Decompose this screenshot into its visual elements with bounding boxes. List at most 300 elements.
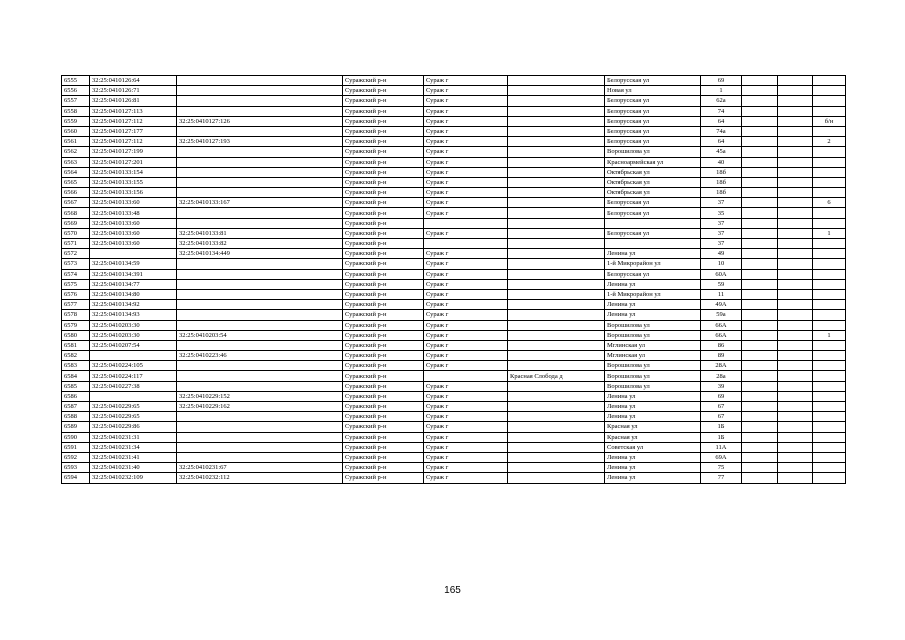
- table-row: [62, 228, 846, 238]
- street-cell: Белорусская ул: [605, 96, 701, 106]
- house-number-cell: 74: [701, 106, 742, 116]
- district-cell: Суражский р-н: [343, 198, 424, 208]
- house-number-cell: 11А: [701, 442, 742, 452]
- row-number-cell: 6560: [62, 126, 90, 136]
- row-number-cell: 6577: [62, 300, 90, 310]
- locality-cell: [508, 137, 605, 147]
- settlement-cell: Сураж г: [424, 249, 508, 259]
- building-cell: [742, 330, 778, 340]
- house-number-cell: 49: [701, 249, 742, 259]
- settlement-cell: Сураж г: [424, 391, 508, 401]
- locality-cell: [508, 402, 605, 412]
- locality-cell: [508, 351, 605, 361]
- structure-cell: [778, 289, 813, 299]
- row-number-cell: 6557: [62, 96, 90, 106]
- house-number-cell: 28А: [701, 361, 742, 371]
- structure-cell: [778, 279, 813, 289]
- cadastral-number-cell: [90, 351, 177, 361]
- table-row: [62, 463, 846, 473]
- settlement-cell: Сураж г: [424, 208, 508, 218]
- row-number-cell: 6572: [62, 249, 90, 259]
- structure-cell: [778, 188, 813, 198]
- related-cadastral-number-cell: [177, 422, 343, 432]
- row-number-cell: 6555: [62, 76, 90, 86]
- street-cell: Ленина ул: [605, 310, 701, 320]
- apartment-cell: [813, 279, 846, 289]
- street-cell: Октябрьская ул: [605, 167, 701, 177]
- settlement-cell: [424, 239, 508, 249]
- cadastral-number-cell: 32:25:0410231:31: [90, 432, 177, 442]
- locality-cell: Красная Слобода д: [508, 371, 605, 381]
- locality-cell: [508, 340, 605, 350]
- locality-cell: [508, 391, 605, 401]
- building-cell: [742, 198, 778, 208]
- apartment-cell: [813, 96, 846, 106]
- apartment-cell: [813, 381, 846, 391]
- settlement-cell: Сураж г: [424, 340, 508, 350]
- street-cell: Ворошилова ул: [605, 381, 701, 391]
- structure-cell: [778, 198, 813, 208]
- apartment-cell: [813, 432, 846, 442]
- street-cell: Ленина ул: [605, 249, 701, 259]
- structure-cell: [778, 371, 813, 381]
- structure-cell: [778, 381, 813, 391]
- street-cell: Белорусская ул: [605, 126, 701, 136]
- structure-cell: [778, 402, 813, 412]
- property-registry-table: [61, 75, 846, 484]
- related-cadastral-number-cell: [177, 218, 343, 228]
- settlement-cell: Сураж г: [424, 116, 508, 126]
- locality-cell: [508, 147, 605, 157]
- street-cell: Ворошилова ул: [605, 330, 701, 340]
- house-number-cell: 18б: [701, 188, 742, 198]
- structure-cell: [778, 442, 813, 452]
- street-cell: Ленина ул: [605, 391, 701, 401]
- street-cell: Белорусская ул: [605, 106, 701, 116]
- district-cell: Суражский р-н: [343, 76, 424, 86]
- house-number-cell: 18б: [701, 167, 742, 177]
- building-cell: [742, 442, 778, 452]
- row-number-cell: 6587: [62, 402, 90, 412]
- settlement-cell: Сураж г: [424, 351, 508, 361]
- district-cell: Суражский р-н: [343, 86, 424, 96]
- structure-cell: [778, 361, 813, 371]
- cadastral-number-cell: 32:25:0410127:112: [90, 116, 177, 126]
- settlement-cell: Сураж г: [424, 310, 508, 320]
- structure-cell: [778, 147, 813, 157]
- related-cadastral-number-cell: 32:25:0410133:167: [177, 198, 343, 208]
- house-number-cell: 75: [701, 463, 742, 473]
- row-number-cell: 6578: [62, 310, 90, 320]
- district-cell: Суражский р-н: [343, 391, 424, 401]
- structure-cell: [778, 473, 813, 483]
- related-cadastral-number-cell: 32:25:0410223:46: [177, 351, 343, 361]
- cadastral-number-cell: 32:25:0410134:93: [90, 310, 177, 320]
- locality-cell: [508, 452, 605, 462]
- locality-cell: [508, 198, 605, 208]
- building-cell: [742, 310, 778, 320]
- related-cadastral-number-cell: [177, 432, 343, 442]
- apartment-cell: [813, 452, 846, 462]
- apartment-cell: [813, 463, 846, 473]
- district-cell: Суражский р-н: [343, 96, 424, 106]
- table-row: [62, 330, 846, 340]
- house-number-cell: 66А: [701, 320, 742, 330]
- building-cell: [742, 137, 778, 147]
- apartment-cell: [813, 167, 846, 177]
- building-cell: [742, 249, 778, 259]
- apartment-cell: [813, 300, 846, 310]
- street-cell: Ворошилова ул: [605, 371, 701, 381]
- related-cadastral-number-cell: [177, 269, 343, 279]
- related-cadastral-number-cell: [177, 96, 343, 106]
- table-row: [62, 422, 846, 432]
- related-cadastral-number-cell: [177, 340, 343, 350]
- table-row: [62, 381, 846, 391]
- apartment-cell: [813, 361, 846, 371]
- cadastral-number-cell: 32:25:0410127:201: [90, 157, 177, 167]
- structure-cell: [778, 239, 813, 249]
- apartment-cell: [813, 422, 846, 432]
- table-row: [62, 157, 846, 167]
- row-number-cell: 6582: [62, 351, 90, 361]
- district-cell: Суражский р-н: [343, 330, 424, 340]
- row-number-cell: 6571: [62, 239, 90, 249]
- apartment-cell: [813, 320, 846, 330]
- table-row: [62, 126, 846, 136]
- table-row: [62, 300, 846, 310]
- district-cell: Суражский р-н: [343, 249, 424, 259]
- district-cell: Суражский р-н: [343, 126, 424, 136]
- locality-cell: [508, 239, 605, 249]
- street-cell: 1-й Микрорайон ул: [605, 289, 701, 299]
- apartment-cell: [813, 177, 846, 187]
- building-cell: [742, 228, 778, 238]
- street-cell: Белорусская ул: [605, 76, 701, 86]
- apartment-cell: [813, 126, 846, 136]
- house-number-cell: 49А: [701, 300, 742, 310]
- related-cadastral-number-cell: [177, 452, 343, 462]
- settlement-cell: Сураж г: [424, 289, 508, 299]
- building-cell: [742, 300, 778, 310]
- structure-cell: [778, 330, 813, 340]
- locality-cell: [508, 106, 605, 116]
- street-cell: Белорусская ул: [605, 116, 701, 126]
- house-number-cell: 59а: [701, 310, 742, 320]
- apartment-cell: [813, 249, 846, 259]
- building-cell: [742, 76, 778, 86]
- structure-cell: [778, 422, 813, 432]
- row-number-cell: 6585: [62, 381, 90, 391]
- cadastral-number-cell: 32:25:0410126:64: [90, 76, 177, 86]
- structure-cell: [778, 126, 813, 136]
- cadastral-number-cell: 32:25:0410134:77: [90, 279, 177, 289]
- district-cell: Суражский р-н: [343, 157, 424, 167]
- table-row: [62, 473, 846, 483]
- district-cell: Суражский р-н: [343, 463, 424, 473]
- apartment-cell: [813, 412, 846, 422]
- district-cell: Суражский р-н: [343, 289, 424, 299]
- house-number-cell: 59: [701, 279, 742, 289]
- building-cell: [742, 340, 778, 350]
- cadastral-number-cell: 32:25:0410133:155: [90, 177, 177, 187]
- cadastral-number-cell: 32:25:0410224:117: [90, 371, 177, 381]
- table-row: [62, 239, 846, 249]
- table-row: [62, 96, 846, 106]
- related-cadastral-number-cell: 32:25:0410134:449: [177, 249, 343, 259]
- table-row: [62, 177, 846, 187]
- table-body: [62, 76, 846, 484]
- building-cell: [742, 218, 778, 228]
- house-number-cell: 66А: [701, 330, 742, 340]
- apartment-cell: [813, 86, 846, 96]
- building-cell: [742, 463, 778, 473]
- district-cell: Суражский р-н: [343, 208, 424, 218]
- district-cell: Суражский р-н: [343, 432, 424, 442]
- related-cadastral-number-cell: [177, 259, 343, 269]
- apartment-cell: [813, 259, 846, 269]
- street-cell: [605, 218, 701, 228]
- related-cadastral-number-cell: [177, 300, 343, 310]
- structure-cell: [778, 269, 813, 279]
- related-cadastral-number-cell: [177, 167, 343, 177]
- cadastral-number-cell: 32:25:0410134:59: [90, 259, 177, 269]
- table-row: [62, 279, 846, 289]
- structure-cell: [778, 340, 813, 350]
- cadastral-number-cell: 32:25:0410133:60: [90, 198, 177, 208]
- table-row: [62, 116, 846, 126]
- cadastral-number-cell: 32:25:0410133:60: [90, 228, 177, 238]
- apartment-cell: 2: [813, 137, 846, 147]
- table-row: [62, 391, 846, 401]
- cadastral-number-cell: 32:25:0410232:109: [90, 473, 177, 483]
- locality-cell: [508, 96, 605, 106]
- locality-cell: [508, 442, 605, 452]
- related-cadastral-number-cell: [177, 279, 343, 289]
- related-cadastral-number-cell: [177, 442, 343, 452]
- district-cell: Суражский р-н: [343, 310, 424, 320]
- building-cell: [742, 422, 778, 432]
- structure-cell: [778, 259, 813, 269]
- row-number-cell: 6591: [62, 442, 90, 452]
- related-cadastral-number-cell: [177, 371, 343, 381]
- building-cell: [742, 188, 778, 198]
- related-cadastral-number-cell: [177, 381, 343, 391]
- structure-cell: [778, 412, 813, 422]
- cadastral-number-cell: 32:25:0410231:34: [90, 442, 177, 452]
- house-number-cell: 37: [701, 218, 742, 228]
- row-number-cell: 6574: [62, 269, 90, 279]
- row-number-cell: 6556: [62, 86, 90, 96]
- street-cell: Ворошилова ул: [605, 147, 701, 157]
- building-cell: [742, 391, 778, 401]
- row-number-cell: 6593: [62, 463, 90, 473]
- table-row: [62, 86, 846, 96]
- district-cell: Суражский р-н: [343, 228, 424, 238]
- settlement-cell: Сураж г: [424, 402, 508, 412]
- locality-cell: [508, 300, 605, 310]
- locality-cell: [508, 116, 605, 126]
- related-cadastral-number-cell: 32:25:0410229:152: [177, 391, 343, 401]
- apartment-cell: [813, 239, 846, 249]
- apartment-cell: [813, 402, 846, 412]
- building-cell: [742, 147, 778, 157]
- district-cell: Суражский р-н: [343, 218, 424, 228]
- related-cadastral-number-cell: 32:25:0410133:82: [177, 239, 343, 249]
- table-row: [62, 259, 846, 269]
- district-cell: Суражский р-н: [343, 116, 424, 126]
- building-cell: [742, 361, 778, 371]
- row-number-cell: 6575: [62, 279, 90, 289]
- house-number-cell: 69: [701, 76, 742, 86]
- table-row: [62, 147, 846, 157]
- house-number-cell: 67: [701, 402, 742, 412]
- structure-cell: [778, 96, 813, 106]
- district-cell: Суражский р-н: [343, 422, 424, 432]
- apartment-cell: [813, 289, 846, 299]
- locality-cell: [508, 208, 605, 218]
- street-cell: Красная ул: [605, 432, 701, 442]
- apartment-cell: [813, 269, 846, 279]
- settlement-cell: Сураж г: [424, 412, 508, 422]
- table-row: [62, 218, 846, 228]
- locality-cell: [508, 463, 605, 473]
- apartment-cell: [813, 218, 846, 228]
- apartment-cell: 6: [813, 198, 846, 208]
- building-cell: [742, 259, 778, 269]
- house-number-cell: 28а: [701, 371, 742, 381]
- cadastral-number-cell: 32:25:0410126:81: [90, 96, 177, 106]
- apartment-cell: 1: [813, 330, 846, 340]
- table-row: [62, 402, 846, 412]
- settlement-cell: Сураж г: [424, 279, 508, 289]
- house-number-cell: 35: [701, 208, 742, 218]
- street-cell: Ленина ул: [605, 473, 701, 483]
- related-cadastral-number-cell: [177, 157, 343, 167]
- structure-cell: [778, 208, 813, 218]
- cadastral-number-cell: 32:25:0410203:30: [90, 320, 177, 330]
- district-cell: Суражский р-н: [343, 147, 424, 157]
- house-number-cell: 1Б: [701, 432, 742, 442]
- settlement-cell: Сураж г: [424, 432, 508, 442]
- related-cadastral-number-cell: 32:25:0410231:67: [177, 463, 343, 473]
- settlement-cell: [424, 218, 508, 228]
- building-cell: [742, 432, 778, 442]
- related-cadastral-number-cell: 32:25:0410127:126: [177, 116, 343, 126]
- cadastral-number-cell: 32:25:0410227:38: [90, 381, 177, 391]
- table-row: [62, 269, 846, 279]
- street-cell: 1-й Микрорайон ул: [605, 259, 701, 269]
- street-cell: Ворошилова ул: [605, 320, 701, 330]
- district-cell: Суражский р-н: [343, 361, 424, 371]
- building-cell: [742, 106, 778, 116]
- row-number-cell: 6569: [62, 218, 90, 228]
- house-number-cell: 64: [701, 137, 742, 147]
- structure-cell: [778, 452, 813, 462]
- structure-cell: [778, 310, 813, 320]
- apartment-cell: [813, 340, 846, 350]
- locality-cell: [508, 361, 605, 371]
- street-cell: Ленина ул: [605, 463, 701, 473]
- district-cell: Суражский р-н: [343, 269, 424, 279]
- related-cadastral-number-cell: 32:25:0410203:54: [177, 330, 343, 340]
- row-number-cell: 6579: [62, 320, 90, 330]
- row-number-cell: 6564: [62, 167, 90, 177]
- building-cell: [742, 116, 778, 126]
- settlement-cell: [424, 371, 508, 381]
- locality-cell: [508, 320, 605, 330]
- building-cell: [742, 412, 778, 422]
- cadastral-number-cell: 32:25:0410127:199: [90, 147, 177, 157]
- table-row: [62, 289, 846, 299]
- row-number-cell: 6594: [62, 473, 90, 483]
- house-number-cell: 74а: [701, 126, 742, 136]
- locality-cell: [508, 249, 605, 259]
- related-cadastral-number-cell: [177, 412, 343, 422]
- district-cell: Суражский р-н: [343, 177, 424, 187]
- settlement-cell: Сураж г: [424, 106, 508, 116]
- street-cell: Ленина ул: [605, 402, 701, 412]
- street-cell: Ленина ул: [605, 300, 701, 310]
- settlement-cell: Сураж г: [424, 381, 508, 391]
- row-number-cell: 6561: [62, 137, 90, 147]
- cadastral-number-cell: 32:25:0410126:71: [90, 86, 177, 96]
- settlement-cell: Сураж г: [424, 137, 508, 147]
- structure-cell: [778, 137, 813, 147]
- street-cell: Мглинская ул: [605, 340, 701, 350]
- building-cell: [742, 269, 778, 279]
- street-cell: Белорусская ул: [605, 228, 701, 238]
- house-number-cell: 69: [701, 391, 742, 401]
- locality-cell: [508, 76, 605, 86]
- district-cell: Суражский р-н: [343, 320, 424, 330]
- house-number-cell: 86: [701, 340, 742, 350]
- settlement-cell: Сураж г: [424, 269, 508, 279]
- cadastral-number-cell: 32:25:0410133:60: [90, 239, 177, 249]
- house-number-cell: 39: [701, 381, 742, 391]
- row-number-cell: 6562: [62, 147, 90, 157]
- apartment-cell: [813, 310, 846, 320]
- house-number-cell: 10: [701, 259, 742, 269]
- cadastral-number-cell: 32:25:0410133:156: [90, 188, 177, 198]
- building-cell: [742, 289, 778, 299]
- table-row: [62, 442, 846, 452]
- cadastral-number-cell: 32:25:0410133:154: [90, 167, 177, 177]
- district-cell: Суражский р-н: [343, 340, 424, 350]
- cadastral-number-cell: 32:25:0410127:113: [90, 106, 177, 116]
- related-cadastral-number-cell: [177, 126, 343, 136]
- table-row: [62, 320, 846, 330]
- locality-cell: [508, 310, 605, 320]
- structure-cell: [778, 116, 813, 126]
- apartment-cell: [813, 147, 846, 157]
- apartment-cell: [813, 391, 846, 401]
- cadastral-number-cell: 32:25:0410207:54: [90, 340, 177, 350]
- structure-cell: [778, 351, 813, 361]
- street-cell: Белорусская ул: [605, 198, 701, 208]
- structure-cell: [778, 177, 813, 187]
- building-cell: [742, 167, 778, 177]
- settlement-cell: Сураж г: [424, 361, 508, 371]
- structure-cell: [778, 249, 813, 259]
- cadastral-number-cell: 32:25:0410229:65: [90, 412, 177, 422]
- street-cell: Ворошилова ул: [605, 361, 701, 371]
- street-cell: [605, 239, 701, 249]
- row-number-cell: 6586: [62, 391, 90, 401]
- settlement-cell: Сураж г: [424, 188, 508, 198]
- house-number-cell: 69А: [701, 452, 742, 462]
- cadastral-number-cell: 32:25:0410203:30: [90, 330, 177, 340]
